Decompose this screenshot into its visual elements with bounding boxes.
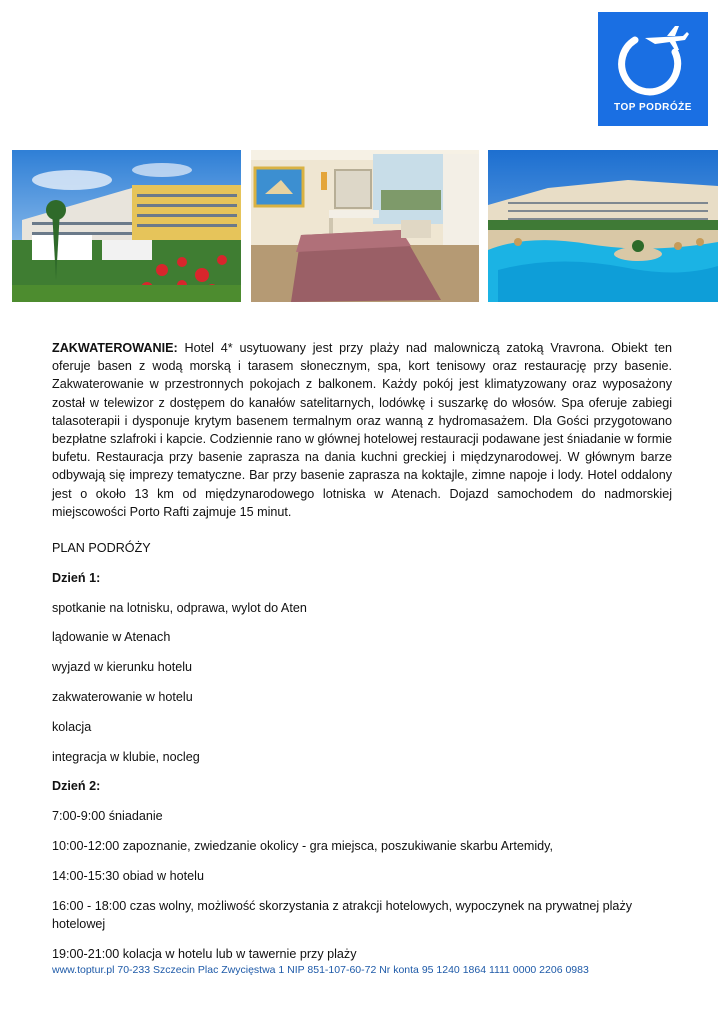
day2-title: Dzień 2: bbox=[52, 779, 101, 794]
accommodation-heading: ZAKWATEROWANIE: bbox=[52, 341, 178, 355]
day2-item: 7:00-9:00 śniadanie bbox=[52, 809, 163, 824]
hotel-exterior-photo bbox=[12, 150, 241, 302]
day1-title: Dzień 1: bbox=[52, 570, 101, 585]
day1-item: wyjazd w kierunku hotelu bbox=[52, 660, 193, 675]
day2-item: 14:00-15:30 obiad w hotelu bbox=[52, 868, 204, 883]
hotel-room-photo bbox=[251, 150, 479, 302]
hotel-pool-photo bbox=[488, 150, 718, 302]
day2-item: 10:00-12:00 zapoznanie, zwiedzanie okolicy - gra miejsca, poszukiwanie skarbu Artemidy, bbox=[52, 839, 553, 853]
accommodation-text: Hotel 4* usytuowany jest przy plaży nad malowniczą zatoką Vravrona. Obiekt ten oferuje basen z wodą morską i tarasem słonecznym, spa, kort tenisowy oraz restaurację przy basenie. Zakwaterowanie w przestronnych pokojach z balkonem. Każdy pokój jest klimatyzowany oraz wyposażony został w telewizor z dostępem do kanałów satelitarnych, lodówkę i suszarkę do włosów. Spa oferuje zabiegi talasoterapii i dysponuje krytym basenem termalnym oraz wanną z hydromasażem. Dla Gości przygotowano bezpłatne szlafroki i kapcie. Codziennie rano w głównej hotelowej restauracji podawane jest śniadanie w formie bufetu. Restauracja przy basenie zaprasza na dania kuchni greckiej i międzynarodowej. W głównym barze odbywają się imprezy tematyczne. Bar przy basenie zaprasza na koktajle, zimne napoje i lody. Hotel oddalony jest o około 13 km od międzynarodowego lotniska w Atenach. Dojazd samochodem do nadmorskiej miejscowości Porto Rafti zajmuje 15 minut. bbox=[52, 341, 672, 519]
footer-contact[interactable]: www.toptur.pl 70-233 Szczecin Plac Zwycięstwa 1 NIP 851-107-60-72 Nr konta 95 1240 1864 1111 0000 2206 0983 bbox=[52, 964, 589, 976]
day1-item: integracja w klubie, nocleg bbox=[52, 749, 200, 764]
accommodation-paragraph bbox=[52, 339, 672, 521]
day1-item: lądowanie w Atenach bbox=[52, 630, 171, 645]
brand-name: TOP PODRÓŻE bbox=[614, 102, 692, 113]
day1-item: kolacja bbox=[52, 719, 92, 734]
photo-strip bbox=[12, 150, 718, 302]
day2-item: 16:00 - 18:00 czas wolny, możliwość skorzystania z atrakcji hotelowych, wypoczynek na prywatnej plaży hotelowej bbox=[52, 898, 633, 931]
plan-title: PLAN PODRÓŻY bbox=[52, 541, 151, 556]
day1-item: zakwaterowanie w hotelu bbox=[52, 690, 193, 705]
document-body bbox=[52, 339, 672, 963]
day1-item: spotkanie na lotnisku, odprawa, wylot do Aten bbox=[52, 600, 307, 615]
brand-logo[interactable] bbox=[598, 12, 708, 126]
plane-circle-icon bbox=[615, 22, 691, 98]
day2-item: 19:00-21:00 kolacja w hotelu lub w tawernie przy plaży bbox=[52, 946, 357, 961]
